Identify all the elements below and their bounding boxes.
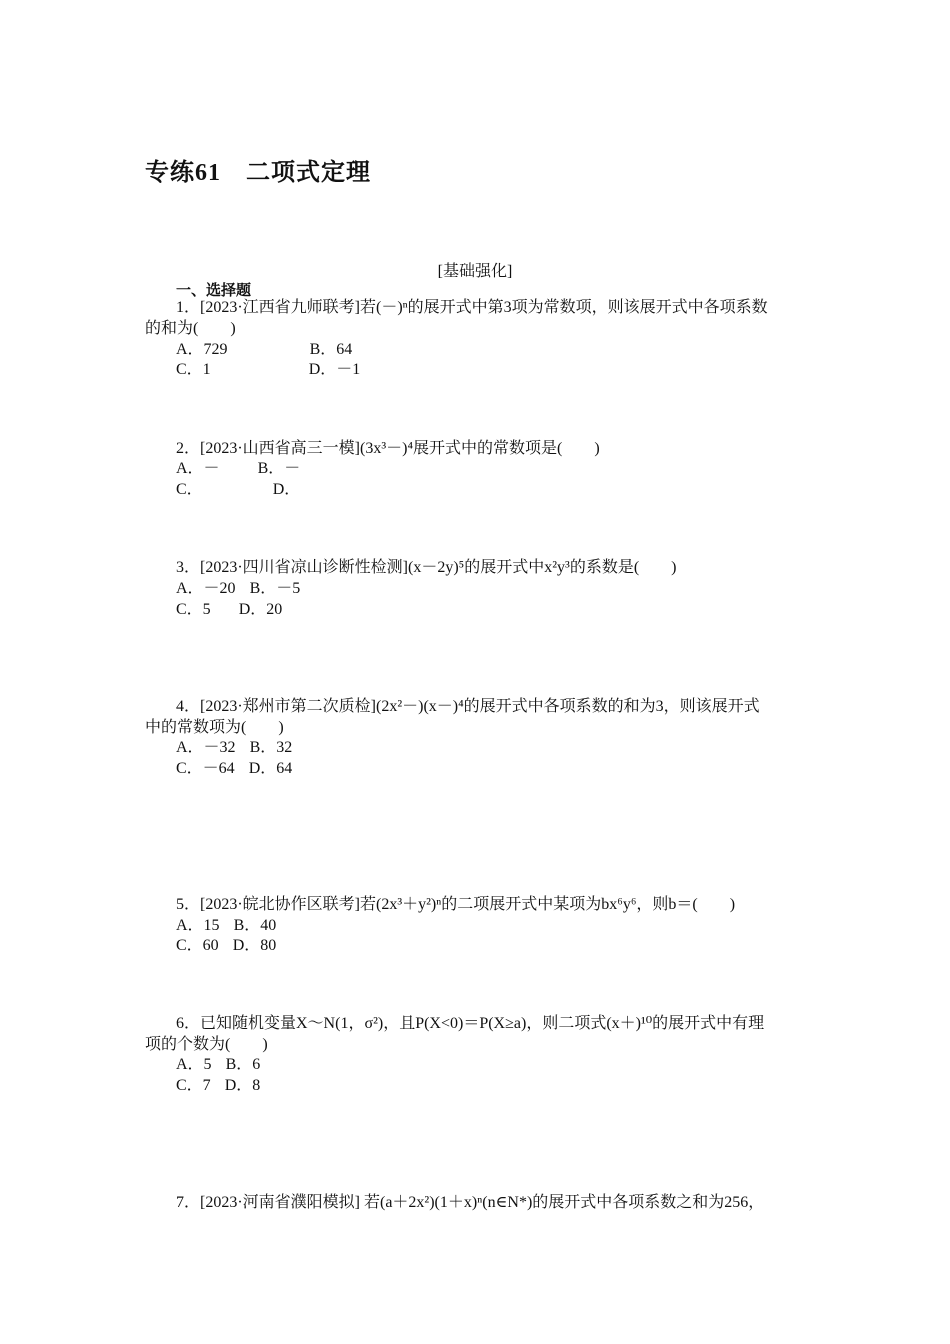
option-c: C．1 [176,361,211,378]
option-d: D．80 [232,937,277,954]
question-6-stem: 6．已知随机变量X～N(1，σ²)，且P(X<0)＝P(X≥a)，则二项式(x＋)¹⁰的展开式中有理 [176,1015,765,1032]
question-4-stem-continued: 中的常数项为( ) [145,719,284,736]
option-b: B．64 [309,341,353,358]
option-c: C．－64 [176,760,235,777]
question-5-options-row-2 [176,936,276,956]
option-a: A．15 [176,917,220,934]
option-d: D．8 [224,1077,261,1094]
question-2-options-row-2 [176,480,300,500]
option-a: A．－32 [176,739,236,756]
option-a: A．5 [176,1056,212,1073]
option-d: D．64 [248,760,293,777]
option-c: C．7 [176,1077,211,1094]
option-a: A．－20 [176,580,236,597]
section-heading: [基础强化] [437,263,513,280]
question-2-stem: 2．[2023·山西省高三一模](3x³－)⁴展开式中的常数项是( ) [176,440,600,457]
option-d: D． [272,481,301,498]
option-b: B．－ [257,460,301,477]
question-1-stem: 1．[2023·江西省九师联考]若(－)ⁿ的展开式中第3项为常数项，则该展开式中各项系数 [176,299,768,316]
option-d: D．20 [238,601,283,618]
question-5-stem: 5．[2023·皖北协作区联考]若(2x³＋y²)ⁿ的二项展开式中某项为bx⁶y⁶，则b＝( ) [176,896,736,913]
option-a: A．－ [176,460,220,477]
question-4-options-row-2 [176,759,292,779]
question-7-stem: 7．[2023·河南省濮阳模拟] 若(a＋2x²)(1＋x)ⁿ(n∈N*)的展开式中各项系数之和为256， [176,1194,765,1211]
question-1-stem-continued: 的和为( ) [145,320,236,337]
question-6-stem-continued: 项的个数为( ) [145,1036,268,1053]
question-4-options-row-1 [176,738,292,758]
option-b: B．－5 [249,580,301,597]
option-c: C． [176,481,203,498]
question-3-options-row-2 [176,600,282,620]
part-heading: 一、选择题 [176,283,252,299]
page-title: 专练61 二项式定理 [145,160,371,186]
question-4-stem: 4．[2023·郑州市第二次质检](2x²－)(x－)⁴的展开式中各项系数的和为3，则该展开式 [176,698,760,715]
question-3-stem: 3．[2023·四川省凉山诊断性检测](x－2y)⁵的展开式中x²y³的系数是( ) [176,559,677,576]
option-b: B．40 [233,917,277,934]
option-a: A．729 [176,341,228,358]
question-3-options-row-1 [176,579,300,599]
question-6-options-row-1 [176,1055,260,1075]
question-5-options-row-1 [176,916,276,936]
question-2-options-row-1 [176,459,300,479]
question-1-options-row-1 [176,340,352,360]
question-6-options-row-2 [176,1076,260,1096]
option-b: B．6 [225,1056,261,1073]
option-c: C．5 [176,601,211,618]
option-b: B．32 [249,739,293,756]
option-d: D．－1 [308,361,361,378]
option-c: C．60 [176,937,219,954]
question-1-options-row-2 [176,360,360,380]
